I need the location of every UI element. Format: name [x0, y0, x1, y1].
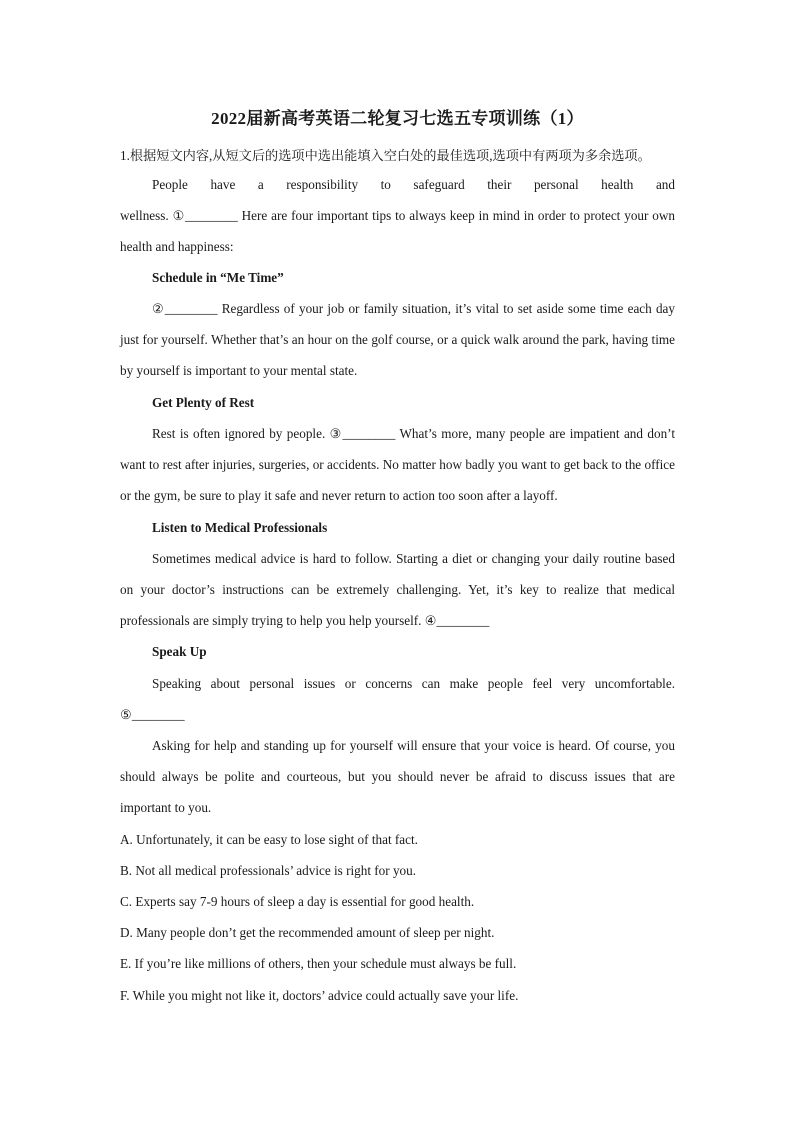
option-c: C. Experts say 7-9 hours of sleep a day is essential for good health. — [120, 894, 475, 909]
option-d: D. Many people don’t get the recommended amount of sleep per night. — [120, 925, 495, 940]
heading-speak-up: Speak Up — [152, 644, 207, 659]
option-f: F. While you might not like it, doctors’ advice could actually save your life. — [120, 988, 519, 1003]
heading-rest: Get Plenty of Rest — [152, 395, 255, 410]
paragraph-4: Sometimes medical advice is hard to follow. Starting a diet or changing your daily routine based on your doctor’s instructions can be extremely challenging. Yet, it’s key to realize that medical professionals are simply trying to help you help yourself. ④________ — [120, 551, 675, 628]
paragraph-3: Rest is often ignored by people. ③________ What’s more, many people are impatient and don’t want to rest after injuries, surgeries, or accidents. No matter how badly you want to get back to the office or the gym, be sure to play it safe and never return to action too soon after a layoff. — [120, 426, 675, 503]
paragraph-6: Asking for help and standing up for yourself will ensure that your voice is heard. Of course, you should always be polite and courteous, but you should never be afraid to discuss issues that are important to you. — [120, 738, 675, 815]
option-e: E. If you’re like millions of others, then your schedule must always be full. — [120, 956, 517, 971]
paragraph-2: ②________ Regardless of your job or family situation, it’s vital to set aside some time each day just for yourself. Whether that’s an hour on the golf course, or a quick walk around the park, having time by yourself is important to your mental state. — [120, 301, 675, 378]
page-title: 2022届新高考英语二轮复习七选五专项训练（1） — [211, 109, 584, 128]
paragraph-1-rest: wellness. ①________ Here are four important tips to always keep in mind in order to protect your own health and happiness: — [120, 208, 675, 254]
heading-me-time: Schedule in “Me Time” — [152, 270, 284, 285]
paragraph-5-blank: ⑤________ — [120, 707, 185, 722]
question-instruction: 1.根据短文内容,从短文后的选项中选出能填入空白处的最佳选项,选项中有两项为多余选项。 — [120, 148, 651, 163]
option-b: B. Not all medical professionals’ advice is right for you. — [120, 863, 417, 878]
option-a: A. Unfortunately, it can be easy to lose sight of that fact. — [120, 832, 418, 847]
paragraph-5-line-1: Speaking about personal issues or concerns can make people feel very uncomfortable. — [152, 676, 675, 691]
heading-medical: Listen to Medical Professionals — [152, 520, 328, 535]
paragraph-1-line-1: People have a responsibility to safeguard their personal health and — [152, 177, 675, 192]
